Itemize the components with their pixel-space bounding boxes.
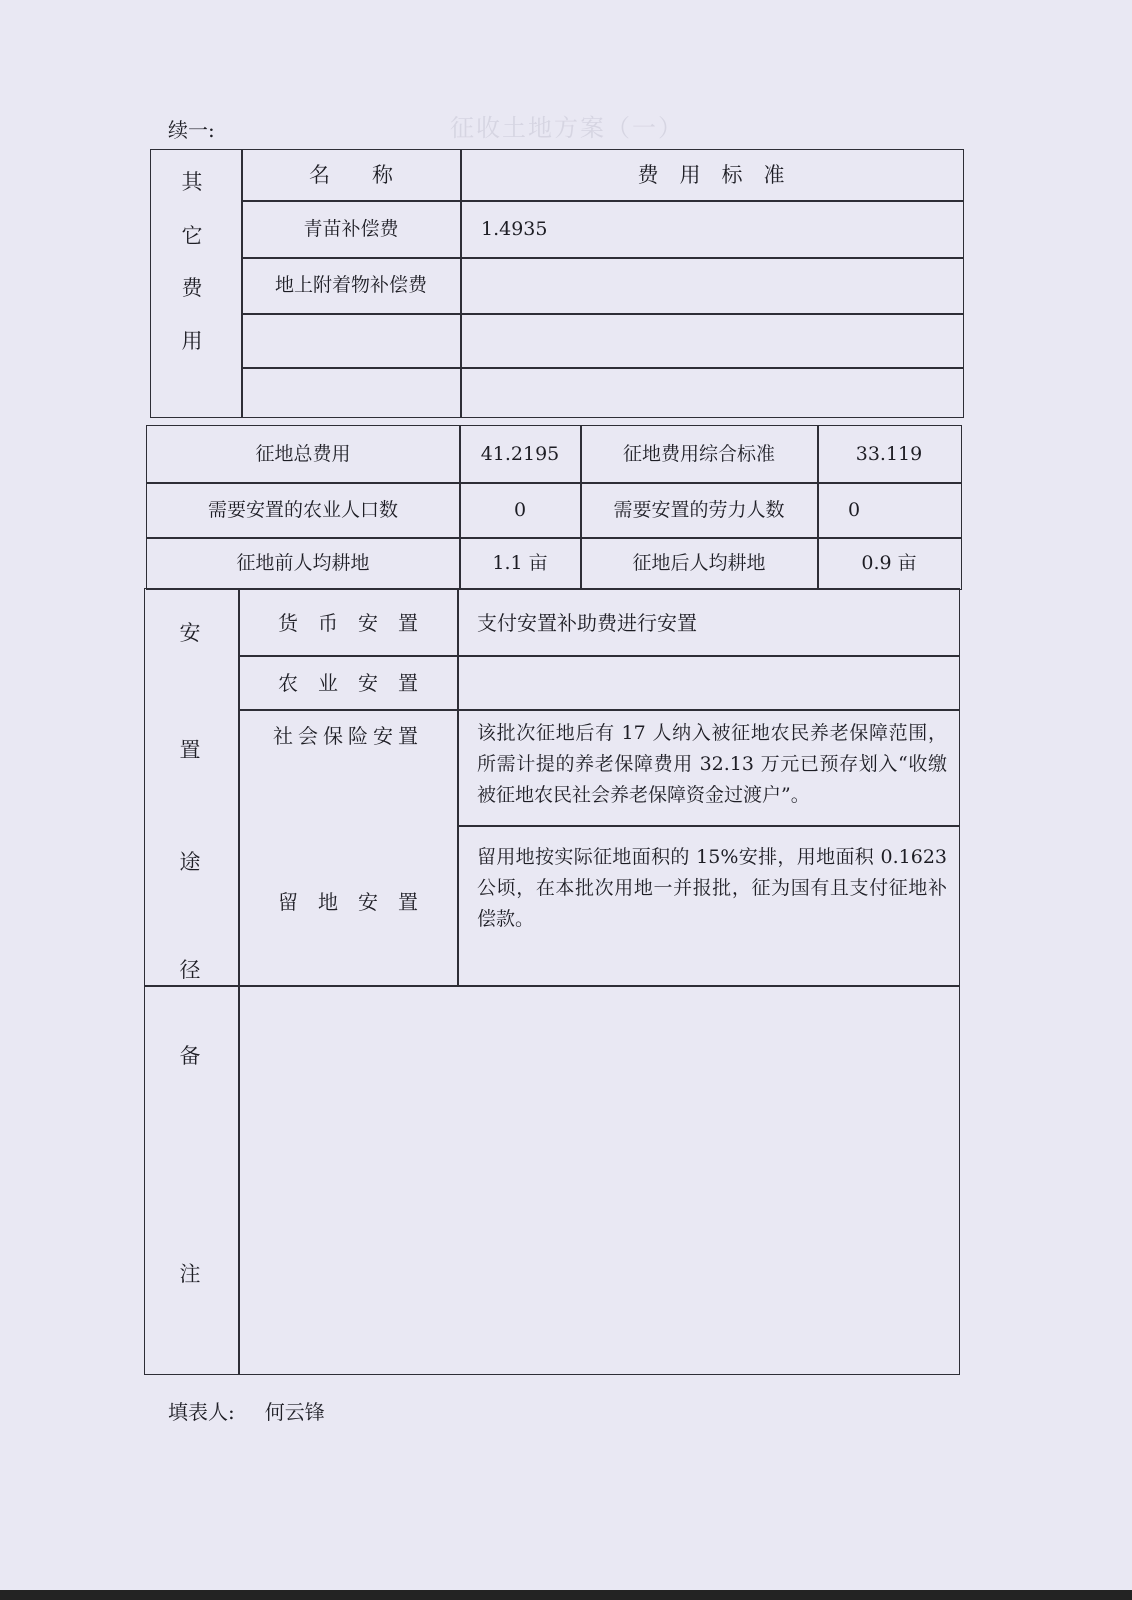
other-fees-char-4: 用 (181, 329, 203, 353)
scan-bottom-edge (0, 1590, 1132, 1600)
resettlement-char-2: 置 (179, 738, 201, 762)
fee-row-3-name (242, 314, 460, 367)
total-fee-value: 41.2195 (480, 442, 560, 465)
column-header-standard: 费 用 标 准 (637, 162, 785, 187)
agri-population-value: 0 (513, 498, 527, 521)
faint-bleedthrough-title: 征收土地方案（一） (450, 114, 684, 142)
fee-row-2-value (481, 258, 951, 313)
composite-standard-label: 征地费用综合标准 (622, 442, 775, 465)
farmland-after-label: 征地后人均耕地 (632, 552, 766, 574)
resettlement-char-4: 径 (179, 958, 201, 982)
monetary-resettlement-content: 支付安置补助费进行安置 (477, 610, 697, 635)
total-fee-label: 征地总费用 (255, 442, 351, 465)
filler-name: 何云锋 (264, 1400, 325, 1424)
filler-label: 填表人: (168, 1400, 235, 1424)
other-fees-char-2: 它 (181, 224, 203, 248)
other-fees-char-1: 其 (181, 170, 203, 194)
fee-row-3-value (481, 314, 951, 367)
resettlement-char-1: 安 (179, 621, 201, 645)
remarks-char-1: 备 (179, 1044, 201, 1068)
remarks-char-2: 注 (179, 1262, 201, 1286)
composite-standard-value: 33.119 (855, 442, 923, 465)
farmland-before-label: 征地前人均耕地 (236, 552, 370, 574)
social-insurance-resettlement-content: 该批次征地后有 17 人纳入被征地农民养老保障范围，所需计提的养老保障费用 32.13 万元已预存划入“收缴被征地农民社会养老保障资金过渡户”。 (477, 722, 947, 806)
continuation-label: 续一: (168, 118, 215, 142)
reserved-land-resettlement-label: 留 地 安 置 (278, 890, 418, 914)
social-insurance-resettlement-label: 社会保险安置 (273, 724, 423, 748)
resettlement-char-3: 途 (179, 850, 201, 874)
other-fees-char-3: 费 (181, 276, 203, 300)
reserved-land-resettlement-content: 留用地按实际征地面积的 15%安排，用地面积 0.1623 公顷，在本批次用地一并报批，征为国有且支付征地补偿款。 (477, 846, 947, 930)
fee-row-1-value: 1.4935 (481, 217, 548, 240)
labor-count-value: 0 (847, 498, 861, 521)
farmland-before-value: 1.1 亩 (492, 552, 548, 574)
agri-population-label: 需要安置的农业人口数 (207, 498, 398, 521)
monetary-resettlement-label: 货 币 安 置 (278, 610, 418, 635)
agricultural-resettlement-label: 农 业 安 置 (278, 670, 418, 695)
remarks-content (250, 1000, 940, 1040)
column-header-name: 名 称 (309, 162, 393, 187)
agricultural-resettlement-content (477, 656, 947, 709)
fee-row-4-value (481, 368, 951, 416)
fee-row-2-name: 地上附着物补偿费 (274, 274, 427, 296)
fee-row-1-name: 青苗补偿费 (303, 217, 399, 240)
fee-row-4-name (242, 368, 460, 416)
farmland-after-value: 0.9 亩 (861, 552, 917, 574)
filler-line (168, 1396, 325, 1425)
labor-count-label: 需要安置的劳力人数 (613, 498, 785, 521)
